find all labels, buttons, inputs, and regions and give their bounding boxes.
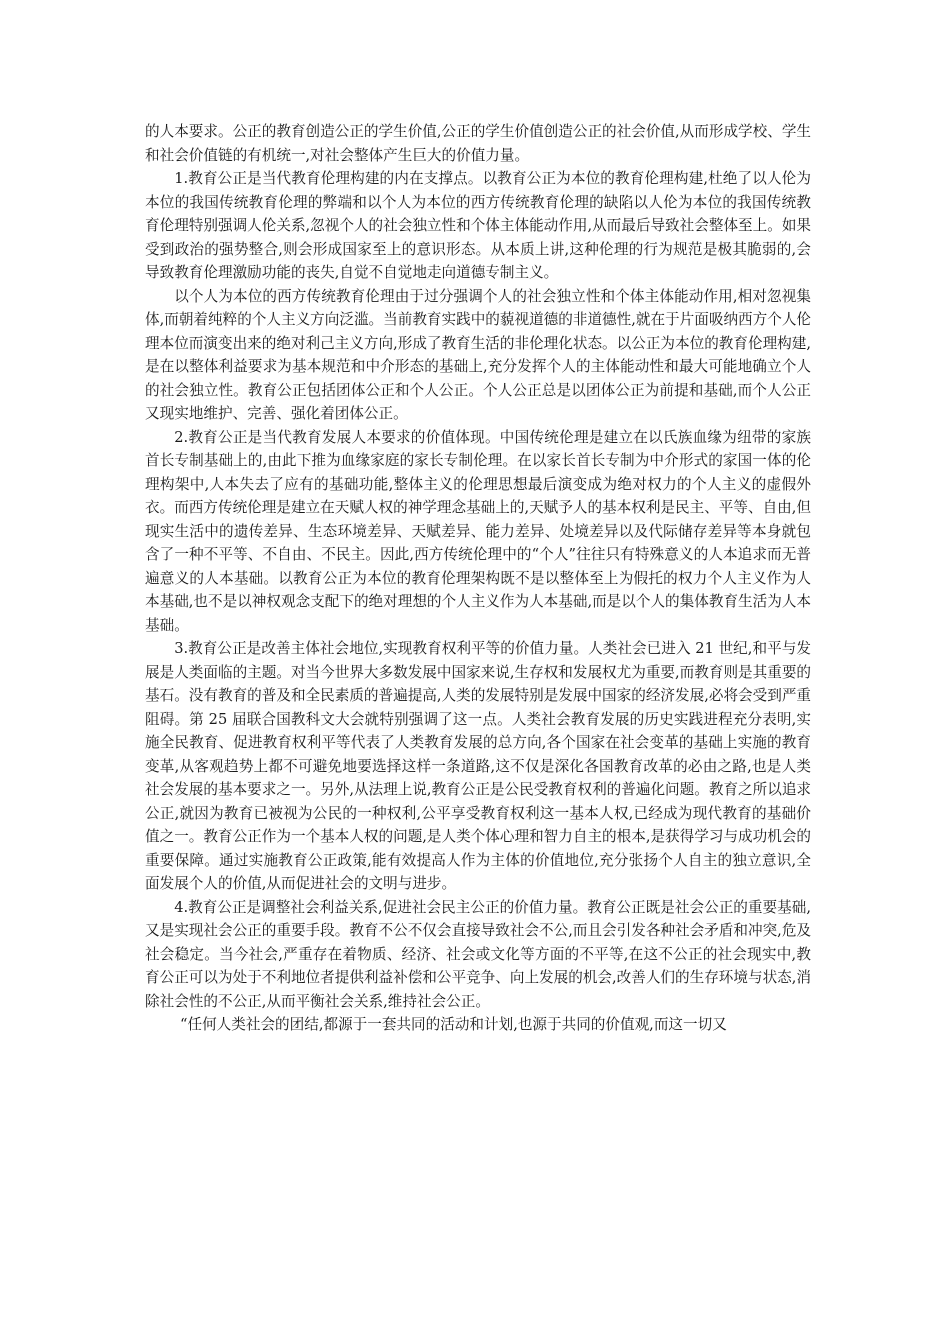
paragraph-point-3: 3.教育公正是改善主体社会地位,实现教育权利平等的价值力量。人类社会已进入 21 世纪,和平与发展是人类面临的主题。对当今世界大多数发展中国家来说,生存权和发展权尤为重要,而教育则是其重要的基石。没有教育的普及和全民素质的普遍提高,人类的发展特别是发展中国家的经济发展,必将会受到严重阻碍。第 25 届联合国教科文大会就特别强调了这一点。人类社会教育发展的历史实践进程充分表明,实施全民教育、促进教育权利平等代表了人类教育发展的总方向,各个国家在社会变革的基础上实施的教育变革,从客观趋势上都不可避免地要选择这样一条道路,这不仅是深化各国教育改革的必由之路,也是人类社会发展的基本要求之一。另外,从法理上说,教育公正是公民受教育权利的普遍化问题。教育之所以追求公正,就因为教育已被视为公民的一种权利,公平享受教育权利这一基本人权,已经成为现代教育的基础价值之一。教育公正作为一个基本人权的问题,是人类个体心理和智力自主的根本,是获得学习与成功机会的重要保障。通过实施教育公正政策,能有效提高人作为主体的价值地位,充分张扬个人自主的独立意识,全面发展个人的价值,从而促进社会的文明与进步。	[145, 640, 812, 892]
paragraph-point-2: 2.教育公正是当代教育发展人本要求的价值体现。中国传统伦理是建立在以氏族血缘为纽带的家族首长专制基础上的,由此下推为血缘家庭的家长专制伦理。在以家长首长专制为中介形式的家国一体的伦理构架中,人本失去了应有的基础功能,整体主义的伦理思想最后演变成为绝对权力的个人主义的虚假外衣。而西方传统伦理是建立在天赋人权的神学理念基础上的,天赋予人的基本权利是民主、平等、自由,但现实生活中的遗传差异、生态环境差异、天赋差异、能力差异、处境差异以及代际储存差异等本身就包含了一种不平等、不自由、不民主。因此,西方传统伦理中的“个人”往往只有特殊意义的人本追求而无普遍意义的人本基础。以教育公正为本位的教育伦理架构既不是以整体至上为假托的权力个人主义作为人本基础,也不是以神权观念支配下的绝对理想的个人主义作为人本基础,而是以个人的集体教育生活为人本基础。	[145, 428, 812, 634]
document-page	[145, 120, 811, 1037]
paragraph-point-1: 1.教育公正是当代教育伦理构建的内在支撑点。以教育公正为本位的教育伦理构建,杜绝了以人伦为本位的我国传统教育伦理的弊端和以个人为本位的西方传统教育伦理的缺陷以人伦为本位的我国传统教育伦理特别强调人伦关系,忽视个人的社会独立性和个体主体能动作用,从而最后导致社会整体至上。如果受到政治的强势整合,则会形成国家至上的意识形态。从本质上讲,这种伦理的行为规范是极其脆弱的,会导致教育伦理激励功能的丧失,自觉不自觉地走向道德专制主义。	[145, 170, 812, 281]
paragraph-western-ethics: 以个人为本位的西方传统教育伦理由于过分强调个人的社会独立性和个体主体能动作用,相对忽视集体,而朝着纯粹的个人主义方向泛滥。当前教育实践中的藐视道德的非道德性,就在于片面吸纳西方个人伦理本位而演变出来的绝对利己主义方向,形成了教育生活的非伦理化状态。以公正为本位的教育伦理构建,是在以整体利益要求为基本规范和中介形态的基础上,充分发挥个人的主体能动性和最大可能地确立个人的社会独立性。教育公正包括团体公正和个人公正。个人公正总是以团体公正为前提和基础,而个人公正又现实地维护、完善、强化着团体公正。	[145, 287, 812, 422]
paragraph-quote: “任何人类社会的团结,都源于一套共同的活动和计划,也源于共同的价值观,而这一切又	[180, 1016, 727, 1033]
paragraph-point-4: 4.教育公正是调整社会利益关系,促进社会民主公正的价值力量。教育公正既是社会公正的重要基础,又是实现社会公正的重要手段。教育不公不仅会直接导致社会不公,而且会引发各种社会矛盾和冲突,危及社会稳定。当今社会,严重存在着物质、经济、社会或文化等方面的不平等,在这不公正的社会现实中,教育公正可以为处于不利地位者提供利益补偿和公平竞争、向上发展的机会,改善人们的生存环境与状态,消除社会性的不公正,从而平衡社会关系,维持社会公正。	[145, 898, 812, 1010]
paragraph-continuation: 的人本要求。公正的教育创造公正的学生价值,公正的学生价值创造公正的社会价值,从而形成学校、学生和社会价值链的有机统一,对社会整体产生巨大的价值力量。	[145, 123, 812, 164]
